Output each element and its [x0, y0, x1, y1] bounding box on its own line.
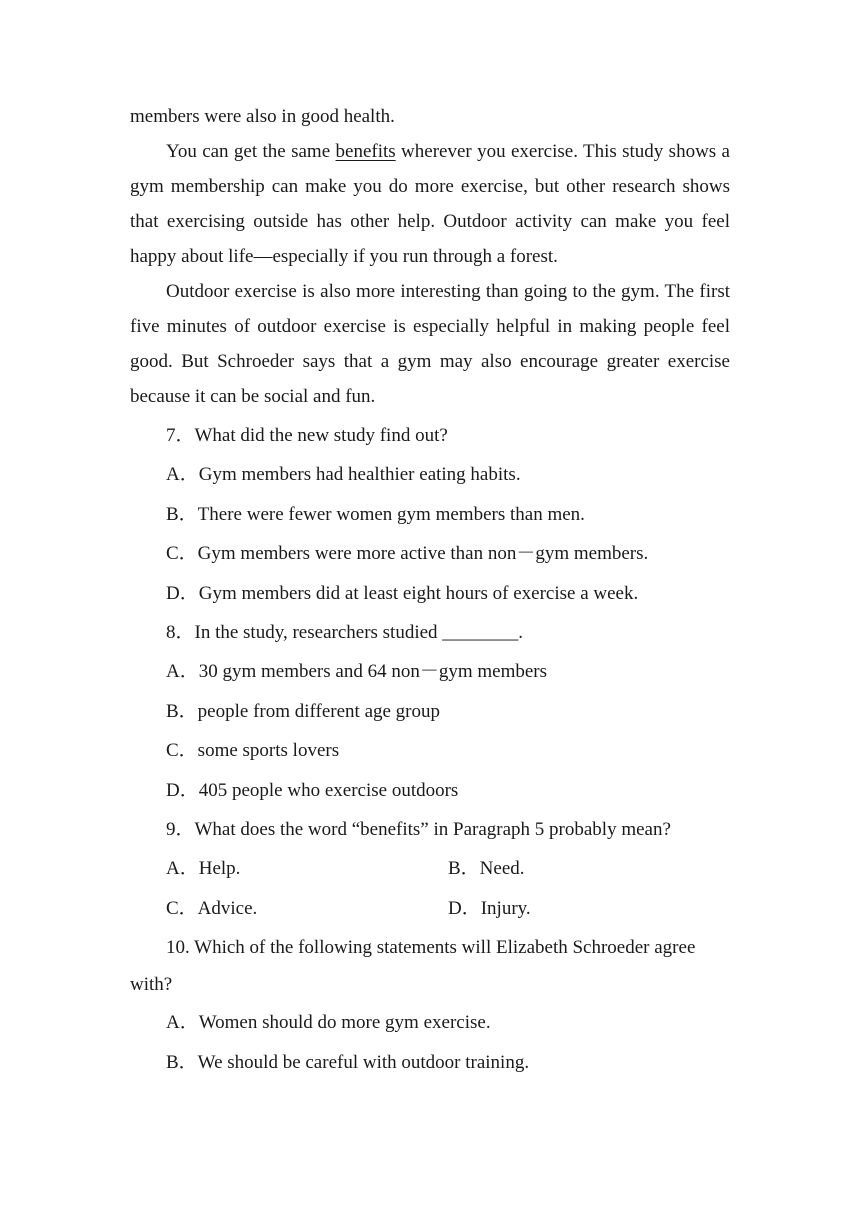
option-b: B．There were fewer women gym members than men.: [166, 503, 585, 525]
question-stem: 8．In the study, researchers studied ________.: [166, 622, 524, 644]
underlined-word-benefits: benefits: [335, 141, 396, 162]
option-d: D．Gym members did at least eight hours of exercise a week.: [166, 582, 639, 604]
option-row: [166, 849, 730, 888]
paragraph-continuation: members were also in good health.: [130, 106, 395, 127]
option-b: B．Need.: [448, 858, 525, 880]
option-row: [166, 889, 730, 928]
question-10: [130, 929, 730, 1082]
option-d: D．Injury.: [448, 897, 531, 919]
option-c: C．Advice.: [166, 897, 258, 919]
question-7: [130, 416, 730, 613]
option-a: A．Gym members had healthier eating habits.: [166, 464, 521, 486]
option-b: B．people from different age group: [166, 700, 441, 722]
document-body: [130, 99, 730, 1082]
option-a: A．30 gym members and 64 non－gym members: [166, 661, 548, 683]
option-b: B．We should be careful with outdoor training.: [166, 1051, 530, 1073]
question-stem: 10. Which of the following statements will Elizabeth Schroeder agree with?: [130, 937, 696, 996]
question-9: [130, 810, 730, 928]
question-stem: 9．What does the word “benefits” in Paragraph 5 probably mean?: [166, 819, 671, 841]
option-a: A．Help.: [166, 858, 241, 880]
option-a: A．Women should do more gym exercise.: [166, 1012, 491, 1034]
option-c: C．some sports lovers: [166, 740, 340, 762]
paragraph-text: wherever you exercise. This study shows a gym membership can make you do more exercise, but other research shows that exercising outside has other help. Outdoor activity can make you feel happy about life—especially if you run through a forest.: [130, 141, 730, 267]
paragraph-text: You can get the same: [166, 141, 336, 162]
question-stem: 7．What did the new study find out?: [166, 425, 448, 446]
question-8: [130, 613, 730, 810]
paragraph-outdoor-exercise: Outdoor exercise is also more interesting than going to the gym. The first five minutes of outdoor exercise is especially helpful in making people feel good. But Schroeder says that a gym may also encourage greater exercise because it can be social and fun.: [130, 281, 730, 407]
option-c: C．Gym members were more active than non－gym members.: [166, 543, 649, 565]
option-d: D．405 people who exercise outdoors: [166, 779, 459, 801]
paragraph-benefits: [130, 134, 730, 274]
